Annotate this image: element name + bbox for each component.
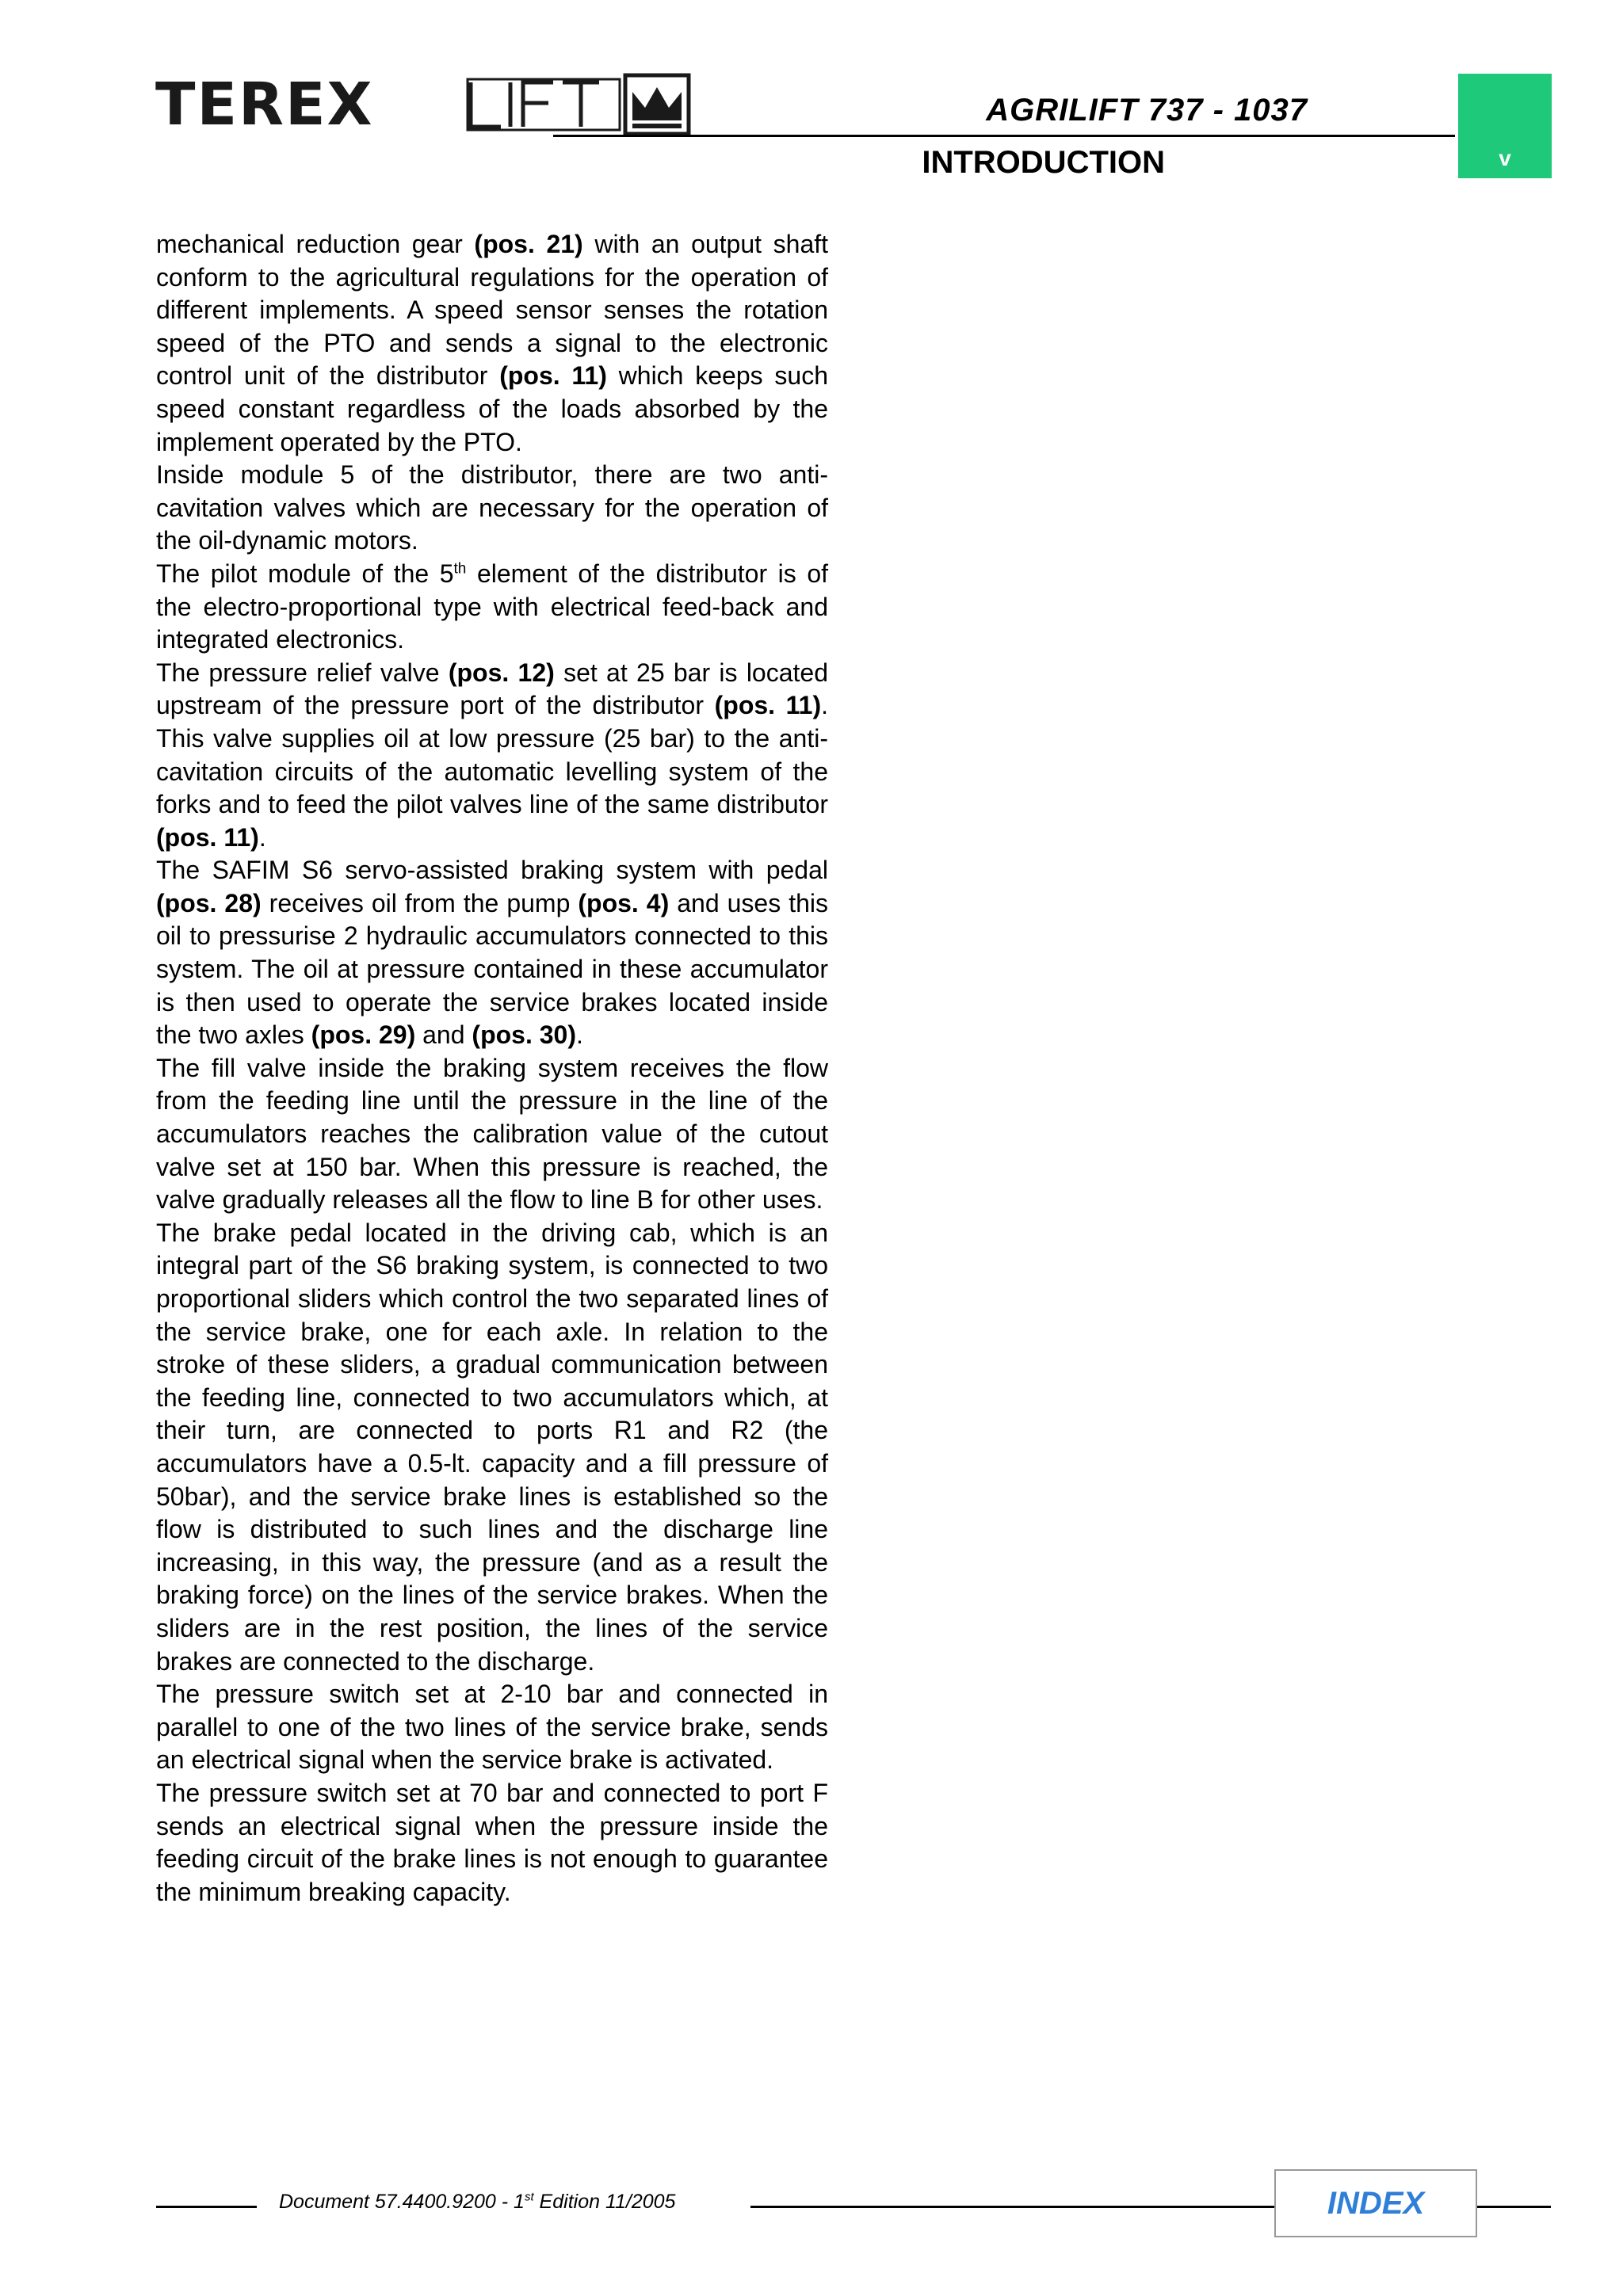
logo-wordmark: TEREX	[155, 71, 374, 139]
position-reference: (pos. 12)	[448, 658, 555, 687]
index-button[interactable]: INDEX	[1274, 2169, 1477, 2237]
paragraph	[156, 1052, 828, 1217]
text-run: The SAFIM S6 servo-assisted braking system with pedal	[156, 856, 828, 885]
text-run: The pressure switch set at 2-10 bar and connected in parallel to one of the two lines of the service brake, sends an electrical signal when the service brake is activated.	[156, 1680, 828, 1775]
document-title: AGRILIFT 737 - 1037	[986, 93, 1308, 128]
text-run: which keeps such speed constant regardless of the loads absorbed by the implement operated by the PTO.	[156, 361, 829, 456]
doc-superscript: st	[524, 2190, 534, 2204]
header-rule	[553, 135, 1455, 137]
paragraph	[156, 657, 828, 855]
page-number-tab: v	[1499, 146, 1511, 170]
paragraph	[156, 1678, 828, 1777]
body-text	[156, 228, 828, 1909]
position-reference: (pos. 28)	[156, 888, 262, 917]
text-run: Inside module 5 of the distributor, there are two anti-cavitation valves which are necessary for the operation of the oil-dynamic motors.	[156, 460, 828, 555]
text-run: The pressure relief valve	[156, 658, 449, 687]
text-run: The brake pedal located in the driving cab, which is an integral part of the S6 braking system, is connected to two proportional sliders which control the two separated lines of the service brake, one for each axle. In relation to the stroke of these sliders, a gradual communication between the feeding line, connected to two accumulators which, at their turn, are connected to ports R1 and R2 (the accumulators have a 0.5-lt. capacity and a fill pressure of 50bar), and the service brake lines is established so the flow is distributed to such lines and the discharge line increasing, in this way, the pressure (and as a result the braking force) on the lines of the service brakes. When the sliders are in the rest position, the lines of the service brakes are connected to the discharge.	[156, 1218, 828, 1676]
text-run: The pilot module of the 5	[156, 559, 454, 588]
text-run: .	[258, 822, 266, 852]
position-reference: (pos. 30)	[472, 1020, 576, 1050]
superscript: th	[453, 560, 467, 578]
text-run: The fill valve inside the braking system receives the flow from the feeding line until the pressure in the line of the accumulators reaches the calibration value of the cutout valve set at 150 bar. When this pressure is reached, the valve gradually releases all the flow to line B for other uses.	[156, 1053, 828, 1215]
paragraph	[156, 854, 828, 1052]
text-run: . This valve supplies oil at low pressure (25 bar) to the anti-cavitation circuits of the automatic levelling system of the forks and to feed the pilot valves line of the same distributor	[156, 691, 829, 819]
crown-icon	[623, 73, 691, 136]
text-run: with an output shaft conform to the agricultural regulations for the operation of different implements. A speed sensor senses the rotation speed of the PTO and sends a signal to the electronic control unit of the distributor	[156, 230, 829, 391]
position-reference: (pos. 4)	[578, 888, 670, 917]
logo-lift-lettering	[466, 78, 621, 132]
paragraph	[156, 1217, 828, 1678]
text-run: and	[415, 1020, 472, 1050]
position-reference: (pos. 29)	[311, 1020, 416, 1050]
text-run: .	[575, 1020, 583, 1050]
paragraph	[156, 1777, 828, 1909]
document-reference	[279, 2188, 754, 2215]
text-run: receives oil from the pump	[261, 888, 579, 917]
paragraph	[156, 459, 828, 558]
position-reference: (pos. 11)	[714, 691, 822, 720]
terexlift-logo	[155, 71, 540, 139]
position-reference: (pos. 11)	[156, 822, 259, 852]
text-run: mechanical reduction gear	[156, 230, 475, 258]
section-title: INTRODUCTION	[922, 145, 1165, 180]
doc-prefix: Document 57.4400.9200 - 1	[279, 2191, 525, 2213]
footer-rule-left	[156, 2206, 257, 2208]
position-reference: (pos. 11)	[499, 361, 607, 391]
text-run: element of the distributor is of the electro-proportional type with electrical feed-back and integrated electronics.	[156, 559, 829, 654]
position-reference: (pos. 21)	[474, 230, 583, 258]
text-run: and uses this oil to pressurise 2 hydraulic accumulators connected to this system. The oil at pressure contained in these accumulator is then used to operate the service brakes located inside the two axles	[156, 888, 829, 1050]
paragraph	[156, 558, 828, 657]
text-run: set at 25 bar is located upstream of the pressure port of the distributor	[156, 658, 828, 720]
paragraph	[156, 228, 828, 459]
text-run: The pressure switch set at 70 bar and connected to port F sends an electrical signal when the pressure inside the feeding circuit of the brake lines is not enough to guarantee the minimum breaking capacity.	[156, 1778, 828, 1906]
doc-suffix: Edition 11/2005	[533, 2191, 676, 2213]
